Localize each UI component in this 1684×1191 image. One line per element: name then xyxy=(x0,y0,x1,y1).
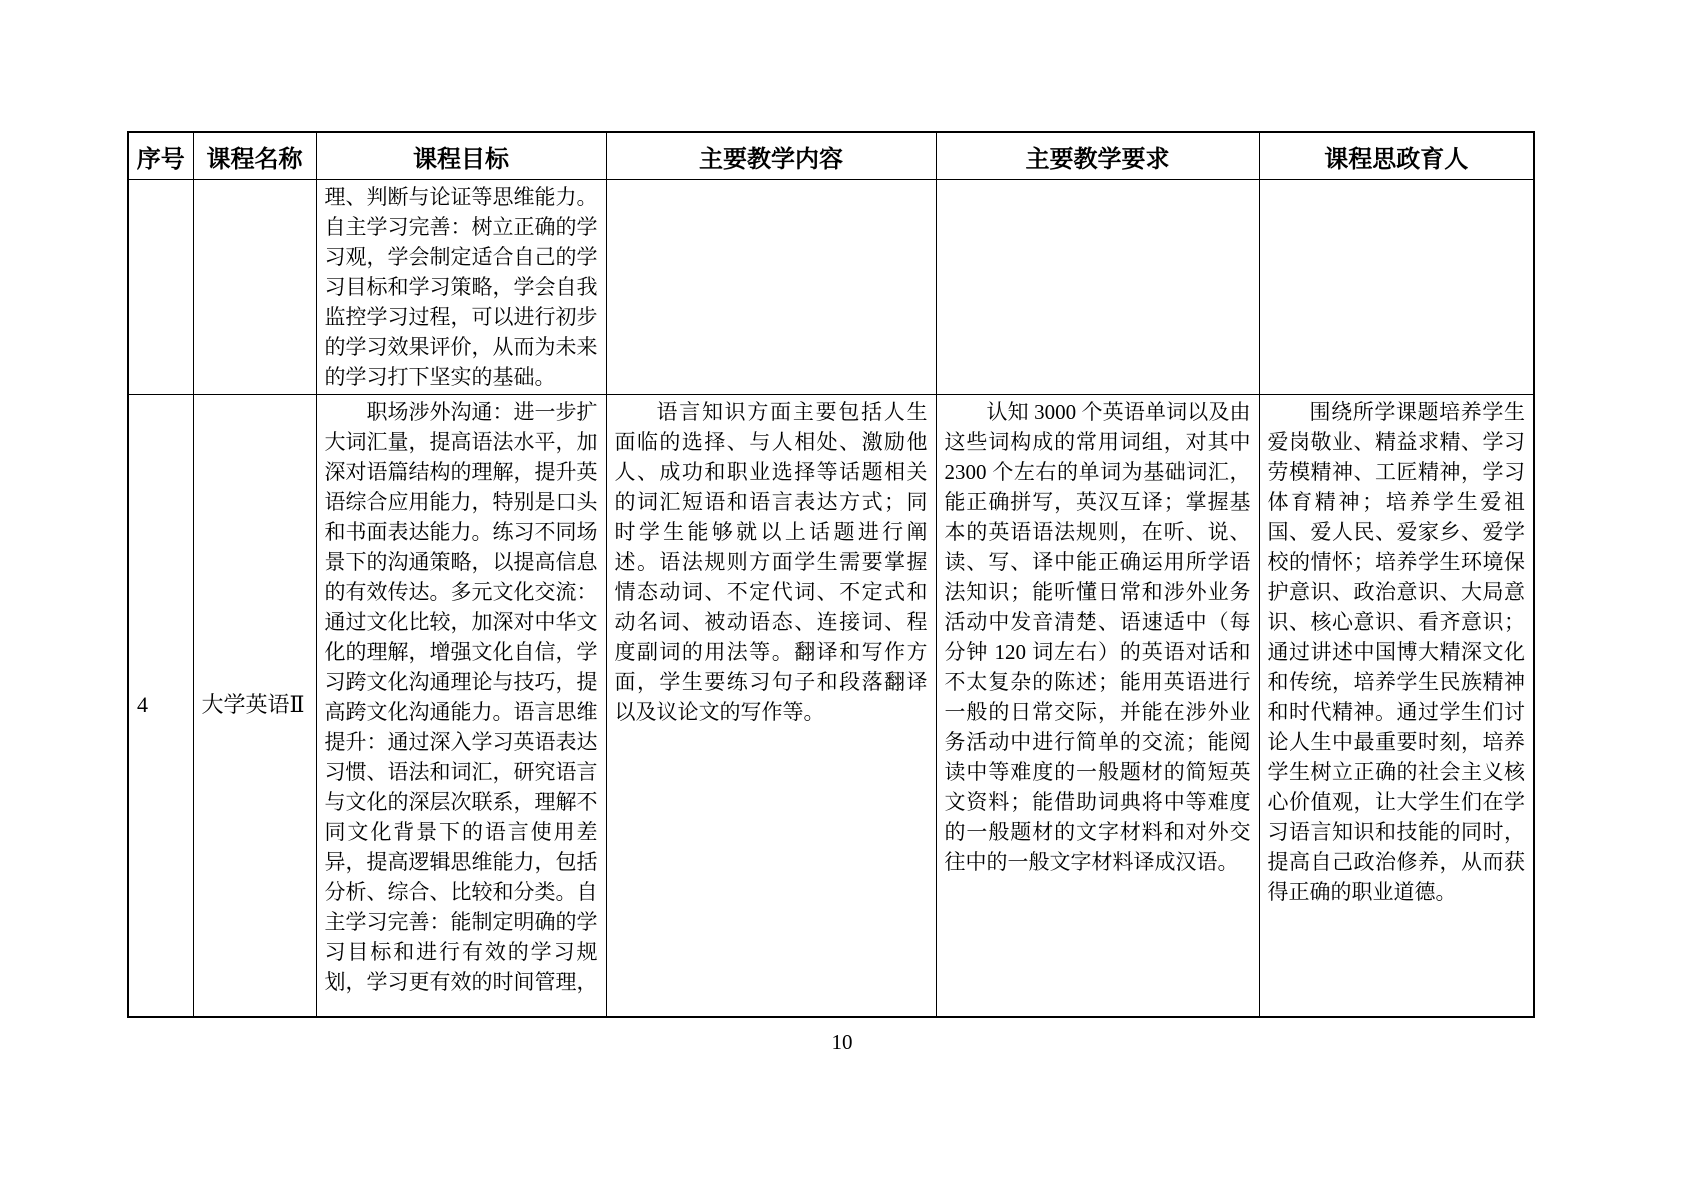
table-header-row xyxy=(128,132,1534,180)
header-content: 主要教学内容 xyxy=(606,132,936,180)
cell-objectives xyxy=(316,395,606,1017)
cell-objectives-continuation xyxy=(316,180,606,395)
header-requirements: 主要教学要求 xyxy=(936,132,1259,180)
cell-seq-empty xyxy=(128,180,193,395)
objectives-continuation-text: 理、判断与论证等思维能力。自主学习完善：树立正确的学习观，学会制定适合自己的学习目标和学习策略，学会自我监控学习过程，可以进行初步的学习效果评价，从而为未来的学习打下坚实的基础。 xyxy=(324,185,598,389)
cell-content xyxy=(606,395,936,1017)
header-ideology: 课程思政育人 xyxy=(1259,132,1534,180)
course-syllabus-table xyxy=(127,131,1535,1018)
cell-content-empty xyxy=(606,180,936,395)
table-row-course-4 xyxy=(128,395,1534,1017)
cell-course-name-empty xyxy=(193,180,316,395)
cell-seq: 4 xyxy=(128,395,193,1017)
header-seq: 序号 xyxy=(128,132,193,180)
cell-requirements xyxy=(936,395,1259,1017)
page-number: 10 xyxy=(831,1030,853,1054)
header-course-name: 课程名称 xyxy=(193,132,316,180)
content-text: 语言知识方面主要包括人生面临的选择、与人相处、激励他人、成功和职业选择等话题相关的词汇短语和语言表达方式；同时学生能够就以上话题进行阐述。语法规则方面学生需要掌握情态动词、不定代词、不定式和动名词、被动语态、连接词、程度副词的用法等。翻译和写作方面，学生要练习句子和段落翻译以及议论文的写作等。 xyxy=(614,400,928,724)
cell-ideology-empty xyxy=(1259,180,1534,395)
cell-requirements-empty xyxy=(936,180,1259,395)
objectives-text: 职场涉外沟通：进一步扩大词汇量，提高语法水平，加深对语篇结构的理解，提升英语综合应用能力，特别是口头和书面表达能力。练习不同场景下的沟通策略，以提高信息的有效传达。多元文化交流：通过文化比较，加深对中华文化的理解，增强文化自信，学习跨文化沟通理论与技巧，提高跨文化沟通能力。语言思维提升：通过深入学习英语表达习惯、语法和词汇，研究语言与文化的深层次联系，理解不同文化背景下的语言使用差异，提高逻辑思维能力，包括分析、综合、比较和分类。自主学习完善：能制定明确的学习目标和进行有效的学习规划，学习更有效的时间管理， xyxy=(324,400,598,994)
ideology-text: 围绕所学课题培养学生爱岗敬业、精益求精、学习劳模精神、工匠精神，学习体育精神；培养学生爱祖国、爱人民、爱家乡、爱学校的情怀；培养学生环境保护意识、政治意识、大局意识、核心意识、看齐意识；通过讲述中国博大精深文化和传统，培养学生民族精神和时代精神。通过学生们讨论人生中最重要时刻，培养学生树立正确的社会主义核心价值观，让大学生们在学习语言知识和技能的同时，提高自己政治修养，从而获得正确的职业道德。 xyxy=(1267,400,1525,904)
header-objectives: 课程目标 xyxy=(316,132,606,180)
cell-ideology xyxy=(1259,395,1534,1017)
requirements-text: 认知 3000 个英语单词以及由这些词构成的常用词组，对其中 2300 个左右的单词为基础词汇，能正确拼写，英汉互译；掌握基本的英语语法规则，在听、说、读、写、译中能正确运用所学语法知识；能听懂日常和涉外业务活动中发音清楚、语速适中（每分钟 120 词左右）的英语对话和不太复杂的陈述；能用英语进行一般的日常交际，并能在涉外业务活动中进行简单的交流；能阅读中等难度的一般题材的简短英文资料；能借助词典将中等难度的一般题材的文字材料和对外交往中的一般文字材料译成汉语。 xyxy=(944,400,1251,874)
table-row-continuation xyxy=(128,180,1534,395)
cell-course-name: 大学英语Ⅱ xyxy=(193,395,316,1017)
